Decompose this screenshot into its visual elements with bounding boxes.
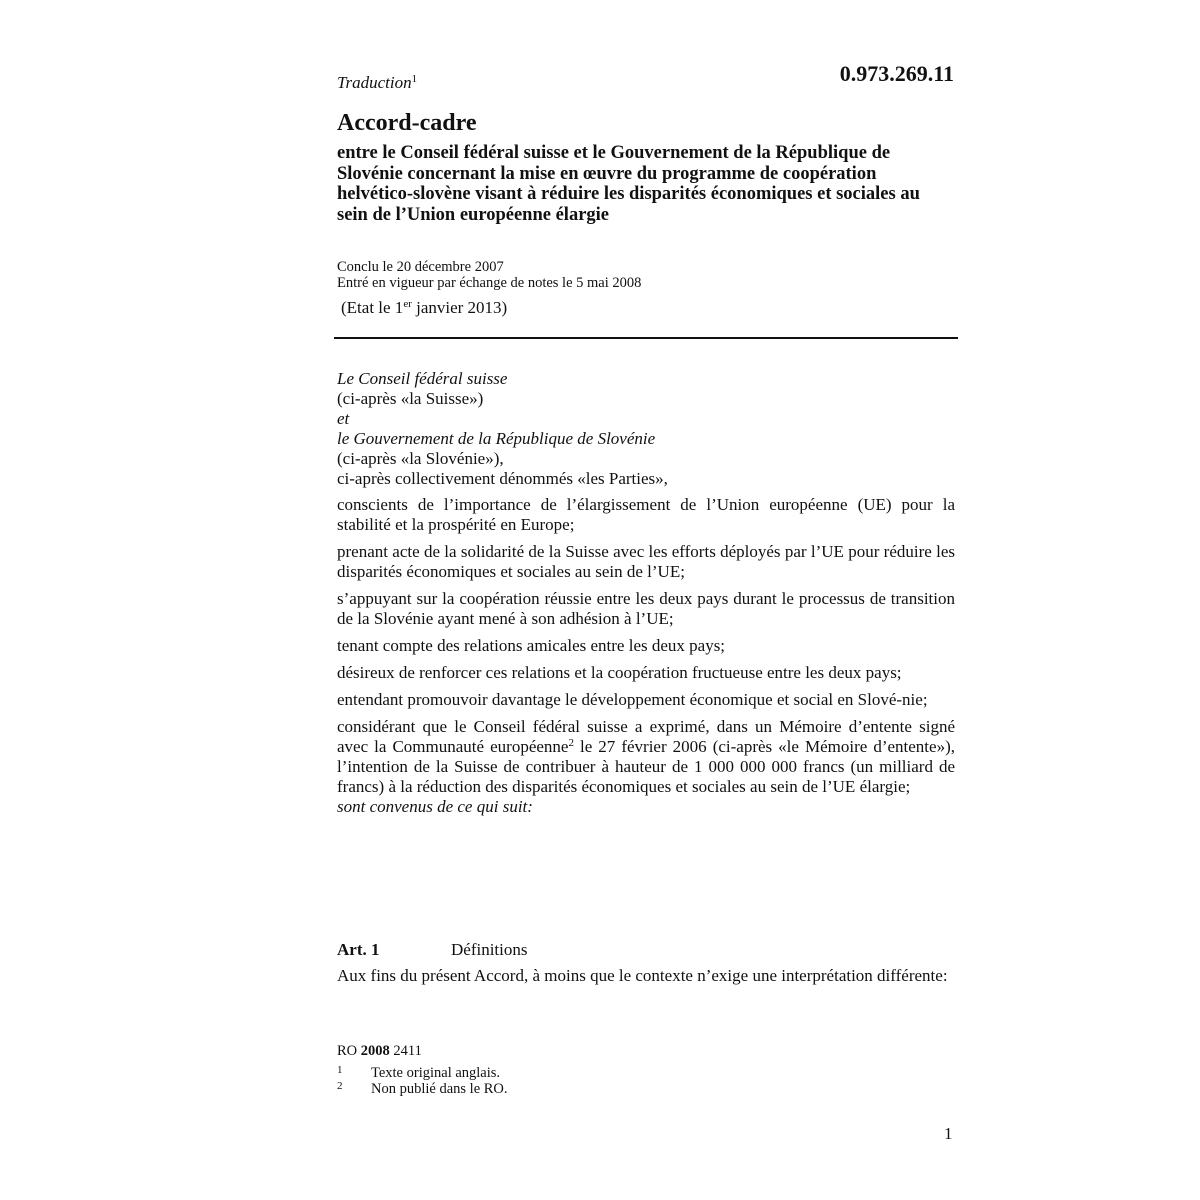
footnote-1: 1 Texte original anglais.	[337, 1064, 501, 1081]
consideration: désireux de renforcer ces relations et la coopération fructueuse entre les deux pays;	[337, 663, 902, 682]
party-switzerland: Le Conseil fédéral suisse	[337, 369, 508, 388]
party-slovenia-alias: (ci-après «la Slovénie»),	[337, 449, 504, 468]
article-number: Art. 1	[337, 940, 380, 959]
preamble	[337, 369, 955, 817]
party-slovenia: le Gouvernement de la République de Slovénie	[337, 429, 656, 448]
preamble-closing: sont convenus de ce qui suit:	[337, 797, 533, 816]
conjunction: et	[337, 409, 350, 428]
article-title: Définitions	[451, 940, 528, 959]
consideration: conscients de l’importance de l’élargissement de l’Union européenne (UE) pour la stabilité et la prospérité en Europe;	[337, 495, 955, 534]
parties-block	[337, 369, 955, 489]
footnote-ref-2[interactable]: 2	[568, 737, 574, 749]
systematic-number: 0.973.269.11	[839, 61, 954, 86]
article-1-heading	[337, 939, 955, 961]
conclusion-date: Conclu le 20 décembre 2007	[337, 259, 504, 275]
party-switzerland-alias: (ci-après «la Suisse»)	[337, 389, 484, 408]
document-subtitle: entre le Conseil fédéral suisse et le Gouvernement de la République de Slovénie concernant la mise en œuvre du programme de coopération helvético-slovène visant à réduire les disparités économiques et sociales au sein de l’Union européenne élargie	[337, 143, 920, 225]
translation-label: Traduction$^1$	[337, 73, 418, 92]
consideration: s’appuyant sur la coopération réussie entre les deux pays durant le processus de transition de la Slovénie ayant mené à son adhésion à l’UE;	[337, 589, 955, 628]
consideration-memorandum: considérant que le Conseil fédéral suisse a exprimé, dans un Mémoire d’entente signé avec la Communauté européenne$^2$ le 27 février 2006 (ci-après «le Mémoire d’entente»), l’intention de la Suisse de contribuer à hauteur de 1 000 000 000 francs (un milliard de francs) à la réduction des disparités économiques et sociales au sein de l’UE élargie;	[337, 717, 955, 796]
article-1-body: Aux fins du présent Accord, à moins que le contexte n’exige une interprétation différente:	[337, 966, 948, 985]
footnote-ref-1[interactable]: 1	[411, 73, 418, 85]
entry-into-force: Entré en vigueur par échange de notes le 5 mai 2008	[337, 275, 642, 291]
page-number: 1	[944, 1124, 953, 1143]
parties-collective: ci-après collectivement dénommés «les Parties»,	[337, 469, 668, 488]
consideration: entendant promouvoir davantage le développement économique et social en Slové-nie;	[337, 690, 928, 709]
official-collection-ref: RO 2008 2411	[337, 1043, 422, 1059]
header-divider	[334, 337, 958, 339]
document-title: Accord-cadre	[337, 110, 477, 136]
document-dates	[337, 259, 955, 291]
footnote-2: 2 Non publié dans le RO.	[337, 1080, 508, 1097]
status-date: (Etat le 1er janvier 2013)	[341, 298, 508, 317]
consideration: prenant acte de la solidarité de la Suisse avec les efforts déployés par l’UE pour réduire les disparités économiques et sociales au sein de l’UE;	[337, 542, 955, 581]
consideration: tenant compte des relations amicales entre les deux pays;	[337, 636, 726, 655]
